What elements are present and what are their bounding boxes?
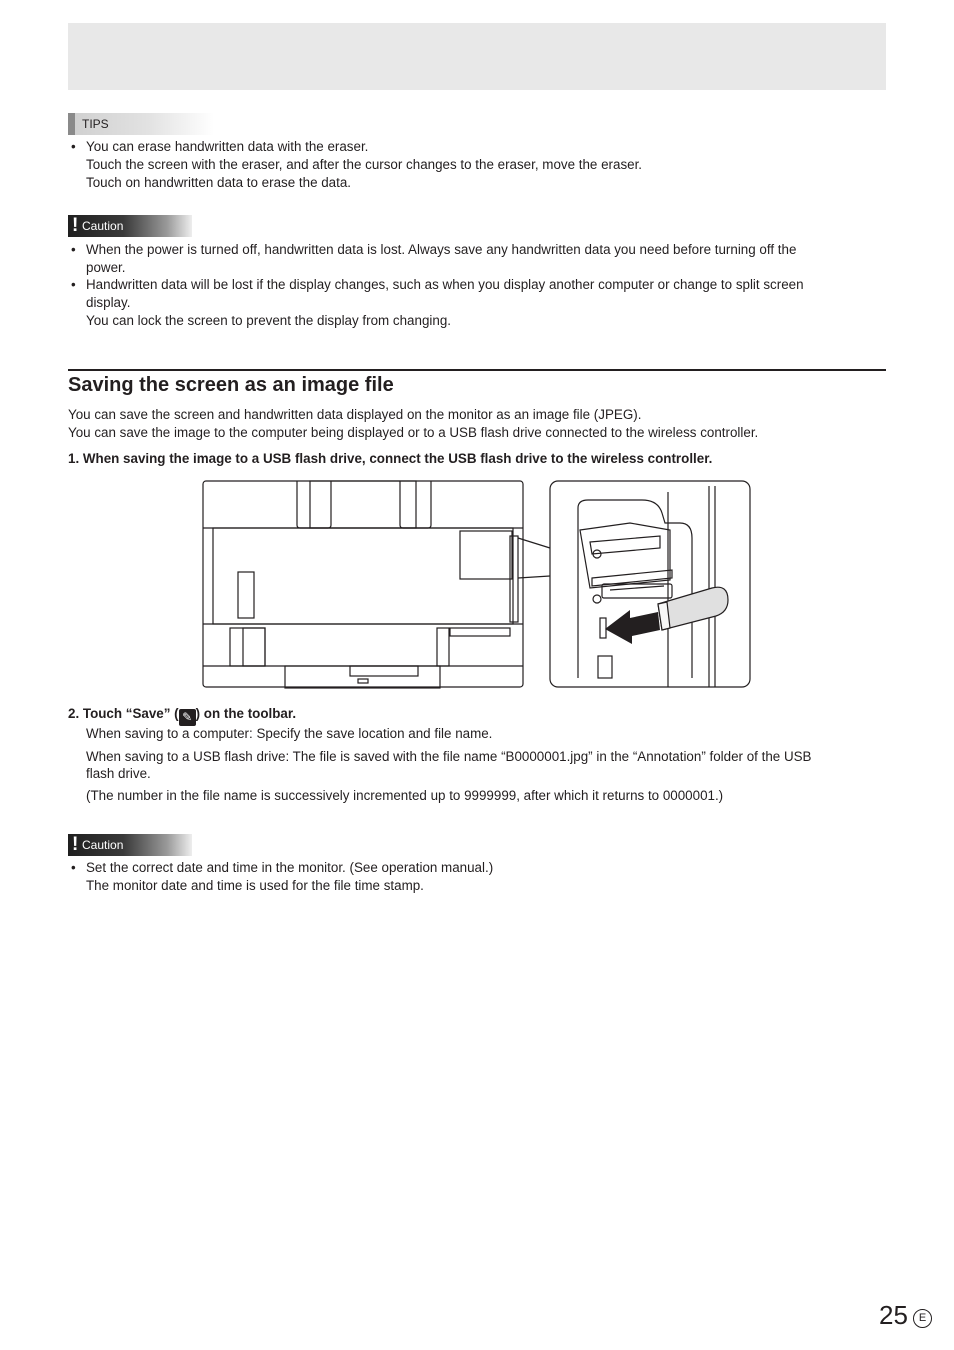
step-1: 1. When saving the image to a USB flash drive, connect the USB flash drive to the wireless controller. [68,451,713,466]
intro-line: You can save the screen and handwritten data displayed on the monitor as an image file (JPEG). [68,407,642,422]
step-2-line: (The number in the file name is successively incremented up to 9999999, after which it returns to 0000001.) [86,788,724,803]
bullet: • [71,277,76,292]
insert-arrow-icon [605,610,660,644]
header-bar [68,23,886,90]
caution-label-text: Caution [82,219,124,233]
caution-line: Set the correct date and time in the monitor. (See operation manual.) [86,860,494,875]
exclamation-icon: ! [72,215,79,236]
section-heading [68,369,886,396]
intro-line: You can save the image to the computer being displayed or to a USB flash drive connected to the wireless controller. [68,425,759,440]
caution-line: The monitor date and time is used for the file time stamp. [86,878,424,893]
caution-line: You can lock the screen to prevent the display from changing. [86,313,451,328]
caution-label [68,215,192,237]
page-number: 25 [879,1300,908,1330]
step-2-suffix: ) on the toolbar. [195,706,297,721]
tips-line: Touch the screen with the eraser, and after the cursor changes to the eraser, move the eraser. [86,157,643,172]
monitor-illustration [200,478,760,692]
step-2-prefix: 2. Touch “Save” ( [68,706,179,721]
caution-label-text: Caution [82,838,124,852]
step-2-line: When saving to a USB flash drive: The file is saved with the file name “B0000001.jpg” in the “Annotation” folder of the USB [86,749,812,764]
caution-line: display. [86,295,131,310]
bullet: • [71,139,76,154]
step-2-line: flash drive. [86,766,151,781]
bullet: • [71,860,76,875]
caution-line: power. [86,260,126,275]
tips-line: You can erase handwritten data with the eraser. [86,139,369,154]
step-2 [68,705,296,726]
bullet: • [71,242,76,257]
section-title: Saving the screen as an image file [68,374,394,396]
language-badge: E [913,1309,932,1328]
exclamation-icon: ! [72,834,79,855]
save-pen-icon: ✎ [179,709,196,726]
caution-line: Handwritten data will be lost if the display changes, such as when you display another computer or change to split screen [86,277,804,292]
tips-line: Touch on handwritten data to erase the data. [86,175,352,190]
caution-line: When the power is turned off, handwritten data is lost. Always save any handwritten data you need before turning off the [86,242,797,257]
caution-label [68,834,192,856]
tips-label-text: TIPS [82,117,109,131]
tips-label [68,113,214,135]
step-2-line: When saving to a computer: Specify the save location and file name. [86,726,493,741]
